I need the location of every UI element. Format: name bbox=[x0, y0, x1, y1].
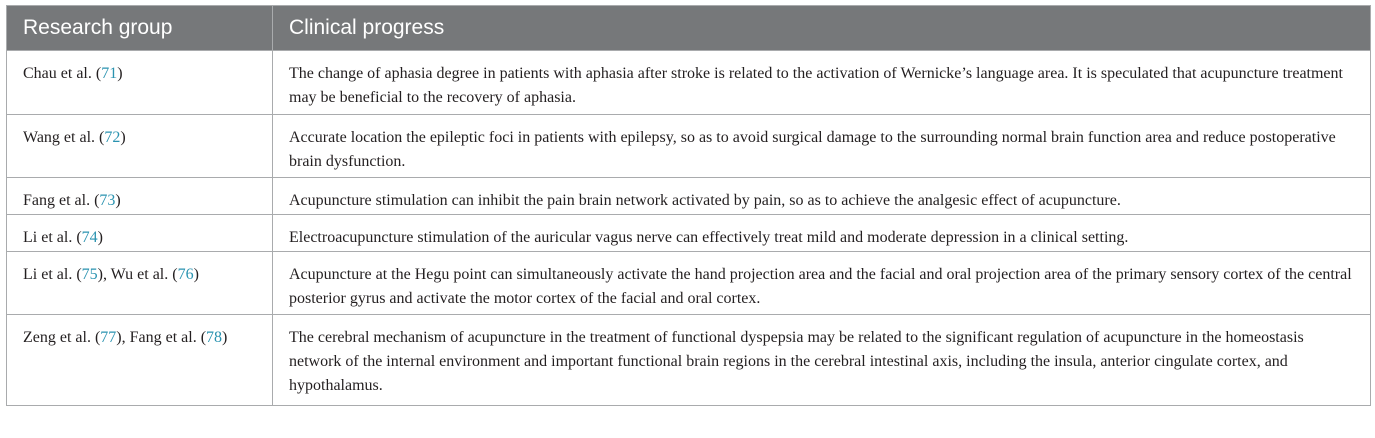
table-row bbox=[7, 115, 1371, 178]
research-group-cell bbox=[7, 115, 273, 178]
header-research-group: Research group bbox=[7, 6, 273, 51]
table-header-row bbox=[7, 6, 1371, 51]
research-group-text: Wang et al. ( bbox=[23, 129, 105, 146]
table-row bbox=[7, 315, 1371, 406]
research-group-text: Chau et al. ( bbox=[23, 65, 102, 82]
table-row bbox=[7, 51, 1371, 115]
table-body bbox=[7, 51, 1371, 406]
table-row bbox=[7, 215, 1371, 252]
research-group-cell bbox=[7, 252, 273, 315]
reference-link[interactable]: 78 bbox=[206, 329, 223, 346]
clinical-progress-cell: Acupuncture stimulation can inhibit the pain brain network activated by pain, so as to achieve the analgesic effect of acupuncture. bbox=[273, 178, 1371, 215]
clinical-progress-table bbox=[6, 5, 1371, 406]
reference-link[interactable]: 75 bbox=[81, 266, 98, 283]
clinical-progress-cell: Acupuncture at the Hegu point can simultaneously activate the hand projection area and the facial and oral projection area of the primary sensory cortex of the central posterior gyrus and activate the motor cortex of the facial and oral cortex. bbox=[273, 252, 1371, 315]
research-group-text: ) bbox=[115, 192, 121, 209]
table-row bbox=[7, 178, 1371, 215]
research-group-text: Zeng et al. ( bbox=[23, 329, 101, 346]
research-group-text: Li et al. ( bbox=[23, 229, 82, 246]
research-group-text: ) bbox=[97, 229, 103, 246]
clinical-progress-cell: The change of aphasia degree in patients with aphasia after stroke is related to the activation of Wernicke’s language area. It is speculated that acupuncture treatment may be beneficial to the recovery of aphasia. bbox=[273, 51, 1371, 115]
clinical-progress-cell: Accurate location the epileptic foci in patients with epilepsy, so as to avoid surgical damage to the surrounding normal brain function area and reduce postoperative brain dysfunction. bbox=[273, 115, 1371, 178]
research-group-text: Li et al. ( bbox=[23, 266, 82, 283]
research-group-cell bbox=[7, 178, 273, 215]
research-group-text: ) bbox=[193, 266, 199, 283]
research-group-cell bbox=[7, 215, 273, 252]
research-group-cell bbox=[7, 315, 273, 406]
reference-link[interactable]: 72 bbox=[104, 129, 121, 146]
research-group-cell bbox=[7, 51, 273, 115]
research-group-text: Fang et al. ( bbox=[23, 192, 100, 209]
reference-link[interactable]: 71 bbox=[101, 65, 118, 82]
research-group-text: ), Wu et al. ( bbox=[97, 266, 178, 283]
reference-link[interactable]: 77 bbox=[100, 329, 117, 346]
reference-link[interactable]: 76 bbox=[177, 266, 194, 283]
research-group-text: ) bbox=[120, 129, 126, 146]
table-row bbox=[7, 252, 1371, 315]
clinical-progress-cell: The cerebral mechanism of acupuncture in the treatment of functional dyspepsia may be related to the significant regulation of acupuncture in the homeostasis network of the internal environment and important functional brain regions in the cerebral intestinal axis, including the insula, anterior cingulate cortex, and hypothalamus. bbox=[273, 315, 1371, 406]
reference-link[interactable]: 73 bbox=[99, 192, 116, 209]
research-group-text: ) bbox=[117, 65, 123, 82]
header-clinical-progress: Clinical progress bbox=[273, 6, 1371, 51]
clinical-progress-cell: Electroacupuncture stimulation of the auricular vagus nerve can effectively treat mild and moderate depression in a clinical setting. bbox=[273, 215, 1371, 252]
research-group-text: ), Fang et al. ( bbox=[116, 329, 207, 346]
reference-link[interactable]: 74 bbox=[81, 229, 98, 246]
research-group-text: ) bbox=[222, 329, 228, 346]
